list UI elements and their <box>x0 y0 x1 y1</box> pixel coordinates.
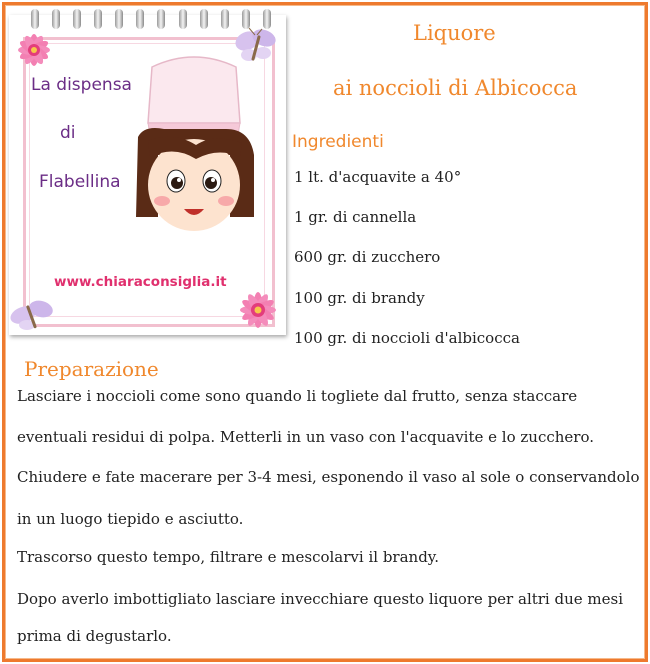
butterfly-icon-bottom <box>7 293 57 337</box>
preparation-heading: Preparazione <box>24 357 159 381</box>
card-title-line-3: Flabellina <box>39 172 121 192</box>
ingredient-item: 1 lt. d'acquavite a 40° <box>294 168 462 186</box>
chef-girl-illustration <box>134 45 264 245</box>
pink-flower-icon <box>11 27 57 73</box>
preparation-line: Dopo averlo imbottigliato lasciare invecchiare questo liquore per altri due mesi <box>17 590 624 608</box>
recipe-title-line-1: Liquore <box>413 21 496 45</box>
pink-flower-icon-bottom <box>233 285 283 335</box>
ingredient-item: 600 gr. di zucchero <box>294 248 441 266</box>
ingredient-item: 1 gr. di cannella <box>294 208 417 226</box>
card-title-line-1: La dispensa <box>31 75 132 95</box>
preparation-line: prima di degustarlo. <box>17 627 172 645</box>
recipe-title-line-2: ai noccioli di Albicocca <box>333 76 578 100</box>
ingredient-item: 100 gr. di brandy <box>294 289 425 307</box>
ingredients-heading: Ingredienti <box>292 132 384 152</box>
preparation-line: Trascorso questo tempo, filtrare e mescolarvi il brandy. <box>17 548 440 566</box>
card-title-line-2: di <box>60 123 76 143</box>
preparation-line: Chiudere e fate macerare per 3-4 mesi, esponendo il vaso al sole o conservandolo <box>17 468 640 486</box>
ingredient-item: 100 gr. di noccioli d'albicocca <box>294 329 520 347</box>
recipe-card-illustration <box>9 9 286 335</box>
preparation-line: in un luogo tiepido e asciutto. <box>17 510 244 528</box>
card-website: www.chiaraconsiglia.it <box>54 274 227 290</box>
preparation-line: eventuali residui di polpa. Metterli in un vaso con l'acquavite e lo zucchero. <box>17 428 594 446</box>
preparation-line: Lasciare i noccioli come sono quando li togliete dal frutto, senza staccare <box>17 387 578 405</box>
